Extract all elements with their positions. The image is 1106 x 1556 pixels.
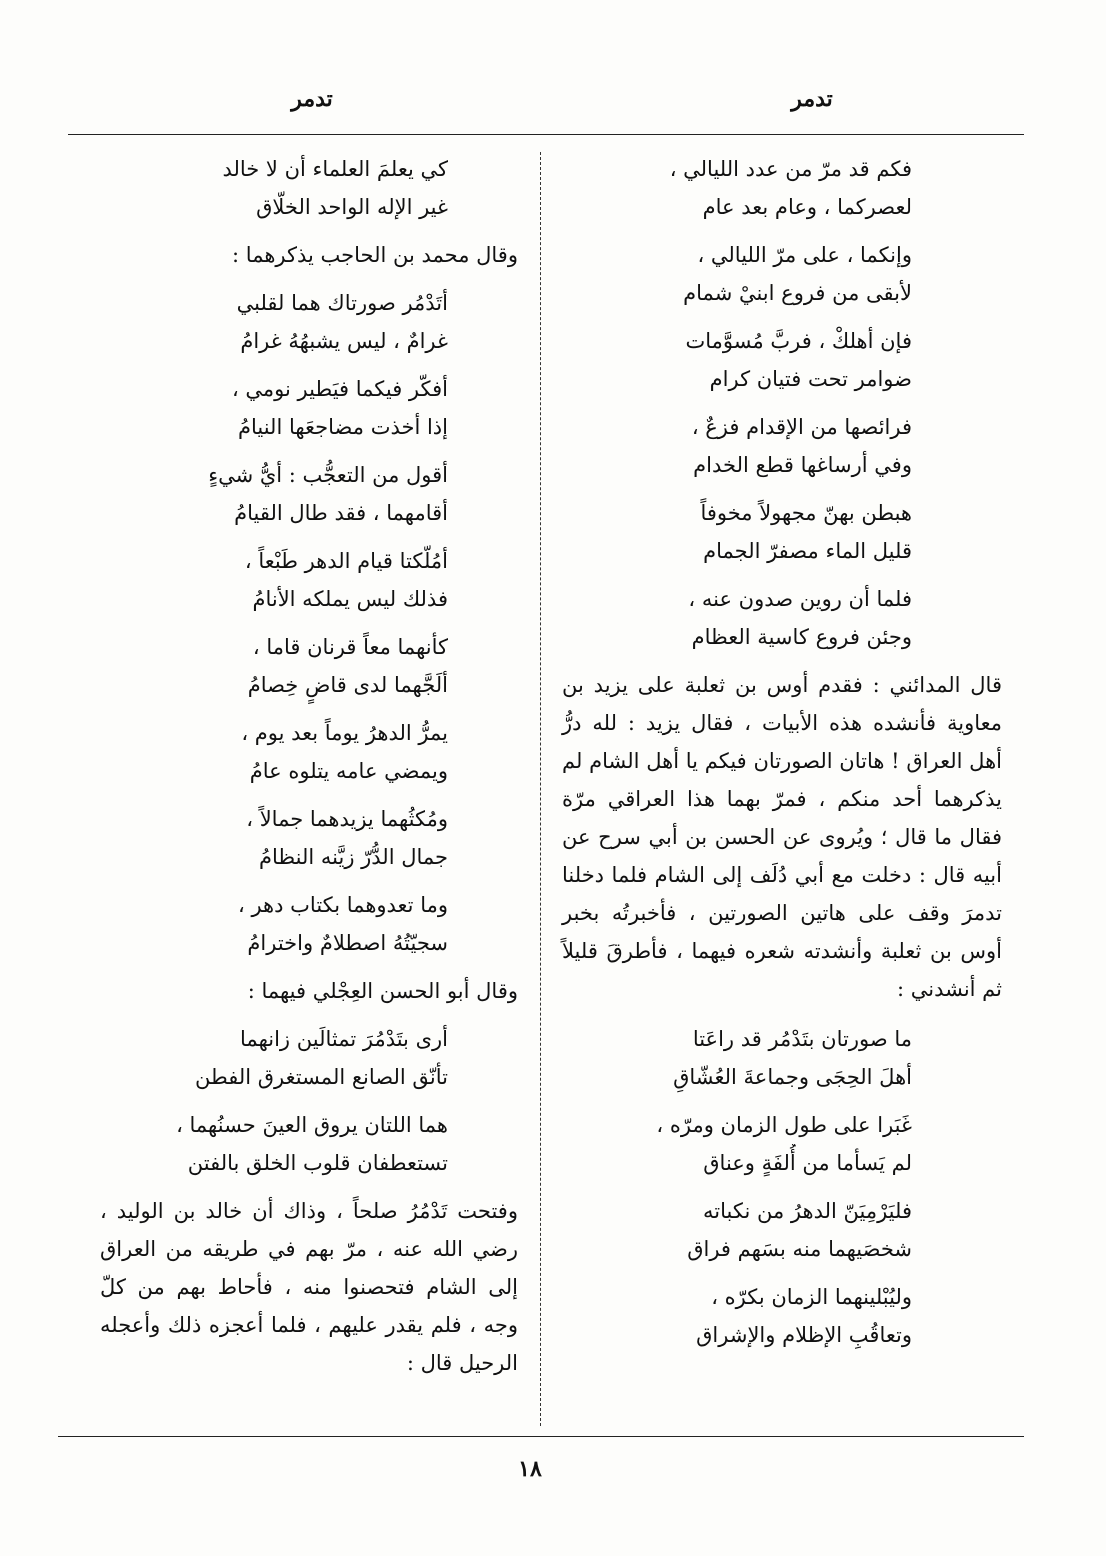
verse-first-hemistich: فإن أهلكْ ، فربَّ مُسوَّمات [685,329,912,353]
verse-first-hemistich: فلما أن روين صدون عنه ، [688,587,912,611]
verse-second-hemistich: قليل الماء مصفرّ الجمام [703,539,912,563]
verse-first-hemistich: فكم قد مرّ من عدد الليالي ، [669,157,912,181]
verse-first-hemistich: وإنكما ، على مرّ الليالي ، [697,243,912,267]
verse-first-hemistich: فليَرْمِيَنّ الدهرُ من نكباته [703,1199,912,1223]
verse [100,150,518,226]
column-divider [540,152,541,1426]
verse [562,1106,1002,1182]
verse-second-hemistich: وجئن فروع كاسية العظام [691,625,912,649]
footer-rule [58,1436,1024,1437]
verse [100,284,518,360]
intro-left-a: وقال محمد بن الحاجب يذكرهما : [232,243,518,267]
verse-second-hemistich: لعصركما ، وعام بعد عام [702,195,912,219]
verse [100,1020,518,1096]
verse-first-hemistich: أرى بتَدْمُرَ تمثالَين زانهما [240,1027,448,1051]
verse-first-hemistich: أتَدْمُر صورتاك هما لقلبي [236,291,448,315]
verse [100,886,518,962]
verse-second-hemistich: سجيّتُهُ اصطلامٌ واخترامُ [247,931,448,955]
running-header-left: تدمر [291,86,333,112]
verse-second-hemistich: أقامهما ، فقد طال القيامُ [234,501,448,525]
verse-second-hemistich: تأنّق الصانع المستغرق الفطن [194,1065,448,1089]
verse-second-hemistich: غير الإله الواحد الخلّاق [256,195,448,219]
verse-first-hemistich: غَبَرا على طول الزمان ومرّه ، [656,1113,912,1137]
verse-first-hemistich: كي يعلمَ العلماء أن لا خالد [222,157,448,181]
prose-right: قال المدائني : فقدم أوس بن ثعلبة على يزيد بن معاوية فأنشده هذه الأبيات ، فقال يزيد : لله درُّ أهل العراق ! هاتان الصورتان فيكم يا أهل الشام لم يذكرهما أحد منكم ، فمرّ بهما هذا العراقي مرّة فقال ما قال ؛ ويُروى عن الحسن بن أبي سرح عن أبيه قال : دخلت مع أبي دُلَف إلى الشام فلما دخلنا تدمرَ وقف على هاتين الصورتين ، فأخبرتُه بخبر أوس بن ثعلبة وأنشدته شعره فيهما ، فأطرقَ قليلاً ثم أنشدني : [562,673,1002,1001]
verse-second-hemistich: شخصَيهما منه بسَهم فراق [687,1237,912,1261]
verses-left-a [100,150,518,226]
verse-second-hemistich: أهلَ الحِجَى وجماعةَ العُشّاقِ [673,1065,912,1089]
verse-second-hemistich: وتعاقُبِ الإظلام والإشراق [696,1323,912,1347]
verse [100,800,518,876]
verse [562,322,1002,398]
verse [562,408,1002,484]
verse-first-hemistich: أمُلّكتا قيام الدهر طَبْعاً ، [244,549,448,573]
verses-left-b [100,284,518,962]
verse [100,628,518,704]
header-rule [68,134,1024,135]
verse [562,1192,1002,1268]
verses-right-a [562,150,1002,656]
verse-first-hemistich: هما اللتان يروق العينَ حسنُهما ، [176,1113,448,1137]
verse-first-hemistich: ما صورتان بتَدْمُر قد راعَتا [692,1027,912,1051]
verse [100,1106,518,1182]
verse [100,370,518,446]
verse [100,714,518,790]
page-number: ١٨ [518,1456,542,1482]
verse [562,580,1002,656]
verse-second-hemistich: جمال الدُّرّ زيَّنه النظامُ [259,845,448,869]
verse-first-hemistich: ومُكثُهما يزيدهما جمالاً ، [246,807,448,831]
verse-second-hemistich: لم يَسأما من أُلفَةٍ وعناق [703,1151,912,1175]
verse [562,1020,1002,1096]
running-header-right: تدمر [791,86,833,112]
verse [562,494,1002,570]
verse [100,542,518,618]
verse-second-hemistich: تستعطفان قلوب الخلق بالفتن [187,1151,448,1175]
verses-left-c [100,1020,518,1182]
verse-first-hemistich: يمرُّ الدهرُ يوماً بعد يوم ، [241,721,448,745]
verse-first-hemistich: فرائصها من الإقدام فزعٌ ، [691,415,912,439]
verse-second-hemistich: وفي أرساغها قطع الخدام [693,453,912,477]
right-column [562,150,1002,1364]
verse [562,150,1002,226]
verse-second-hemistich: غرامٌ ، ليس يشبهُهُ غرامُ [240,329,448,353]
verse [100,456,518,532]
verse-first-hemistich: أقول من التعجُّب : أيُّ شيءٍ [208,463,448,487]
verse-first-hemistich: وما تعدوهما بكتاب دهر ، [238,893,448,917]
verse-first-hemistich: كأنهما معاً قرنان قاما ، [252,635,448,659]
verse [562,236,1002,312]
verses-right-b [562,1020,1002,1354]
verse-second-hemistich: لأبقى من فروع ابنيْ شمام [683,281,912,305]
left-column [100,150,518,1394]
verse-first-hemistich: وليُبْلينهما الزمان بكرّه ، [711,1285,912,1309]
verse-second-hemistich: ويمضي عامه يتلوه عامُ [249,759,448,783]
verse-first-hemistich: أفكّر فيكما فيَطير نومي ، [231,377,448,401]
prose-left: وفتحت تَدْمُرُ صلحاً ، وذاك أن خالد بن الوليد ، رضي الله عنه ، مرّ بهم في طريقه من العراق إلى الشام فتحصنوا منه ، فأحاط بهم من كلّ وجه ، فلم يقدر عليهم ، فلما أعجزه ذلك وأعجله الرحيل قال : [100,1199,518,1375]
verse [562,1278,1002,1354]
verse-second-hemistich: إذا أخذت مضاجعَها النيامُ [237,415,448,439]
verse-second-hemistich: ضوامر تحت فتيان كرام [709,367,912,391]
intro-left-b: وقال أبو الحسن العِجْلي فيهما : [247,979,518,1003]
verse-second-hemistich: فذلك ليس يملكه الأنامُ [252,587,448,611]
verse-first-hemistich: هبطن بهنّ مجهولاً مخوفاً [700,501,912,525]
verse-second-hemistich: ألَجَّهما لدى قاضٍ خِصامُ [247,673,448,697]
